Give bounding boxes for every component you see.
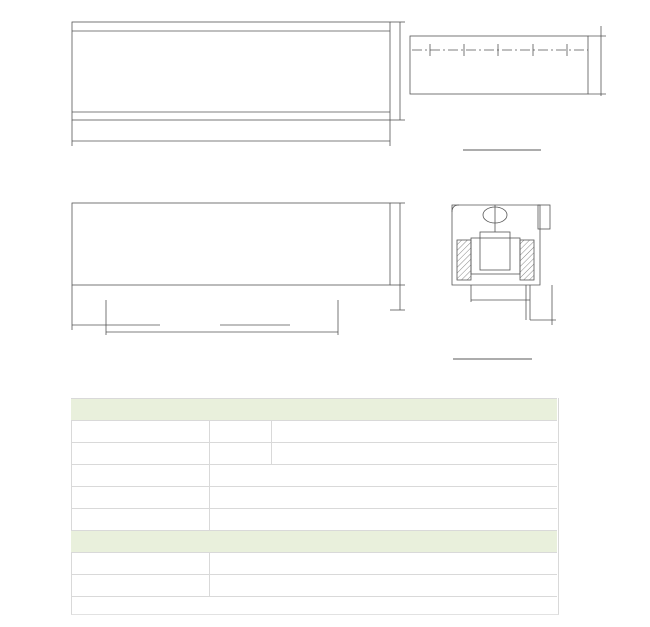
table-cell: [71, 575, 209, 597]
table-row: [71, 487, 557, 509]
table-cell: [209, 487, 557, 509]
table-cell: [271, 443, 557, 465]
table-row: [71, 509, 557, 531]
table-cell: [209, 509, 557, 531]
table-cell: [209, 465, 557, 487]
section-view: [452, 205, 556, 325]
table-cell: [209, 443, 271, 465]
table-row: [71, 443, 557, 465]
front-view: [72, 203, 405, 335]
table-cell: [71, 553, 209, 575]
spec-header-row: [71, 399, 557, 421]
table-row: [71, 465, 557, 487]
spec-table: [71, 398, 557, 597]
table-cell: [209, 553, 557, 575]
header-cell: [209, 399, 271, 421]
table-cell: [209, 421, 271, 443]
table-row: [71, 421, 557, 443]
table-cell: [71, 509, 209, 531]
header-cell: [71, 399, 209, 421]
top-view: [72, 22, 405, 146]
pcb-side-view: [410, 26, 606, 96]
header-cell: [271, 399, 557, 421]
table-cell: [71, 487, 209, 509]
table-row: [71, 553, 557, 575]
table-cell: [71, 443, 209, 465]
table-cell: [271, 421, 557, 443]
table-cell: [71, 465, 209, 487]
spec-section-row: [71, 531, 557, 553]
section-cell: [71, 531, 557, 553]
table-cell: [71, 421, 209, 443]
table-row: [71, 575, 557, 597]
table-cell: [209, 575, 557, 597]
